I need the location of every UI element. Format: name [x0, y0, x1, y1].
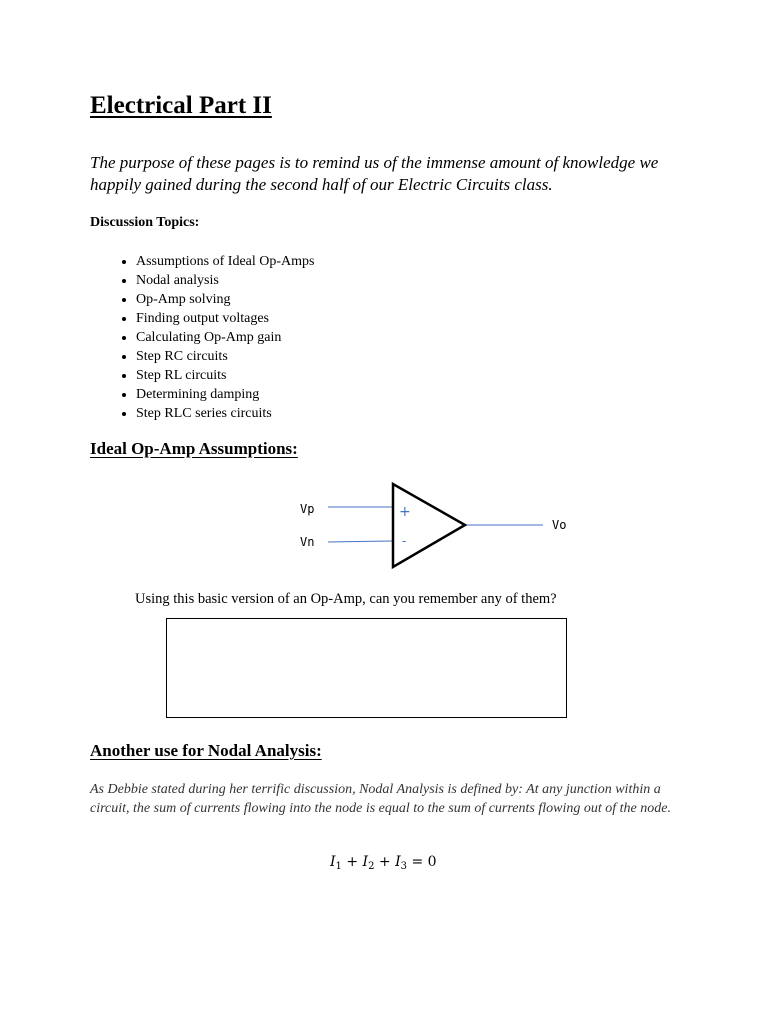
intro-paragraph: The purpose of these pages is to remind us of the immense amount of knowledge we happily gained during the second half of our Electric Circuits class. — [90, 153, 659, 194]
minus-sign: - — [402, 534, 407, 548]
eq-op-2: + — [378, 854, 391, 870]
input-pos-label: Vp — [300, 502, 315, 516]
topic-item: • Assumptions of Ideal Op-Amps — [136, 252, 315, 271]
topic-item: • Op-Amp solving — [136, 290, 315, 309]
page-title: Electrical Part II — [90, 92, 272, 119]
plus-sign: + — [399, 504, 411, 520]
topic-item: • Step RL circuits — [136, 366, 315, 385]
output-label: Vo — [552, 518, 567, 532]
eq-sub-1: 1 — [335, 861, 342, 872]
opamp-caption: Using this basic version of an Op-Amp, can you remember any of them? — [135, 591, 557, 607]
opamp-diagram — [290, 476, 580, 576]
eq-term-3: I — [395, 854, 401, 870]
eq-sub-2: 2 — [368, 861, 375, 872]
input-neg-label: Vn — [300, 535, 315, 549]
input-neg-wire — [328, 541, 393, 542]
answer-box[interactable] — [166, 618, 567, 718]
eq-sub-3: 3 — [400, 861, 407, 872]
eq-term-2: I — [362, 854, 369, 870]
nodal-section-heading: Another use for Nodal Analysis: — [90, 741, 322, 760]
nodal-equation — [330, 854, 437, 872]
nodal-definition-text: As Debbie stated during her terrific discussion, Nodal Analysis is defined by: At any junction within a circuit, the sum of currents flowing into the node is equal to the sum of currents flowing out of the node. — [90, 782, 671, 816]
topic-item: • Nodal analysis — [136, 271, 315, 290]
opamp-section-heading: Ideal Op-Amp Assumptions: — [90, 439, 298, 458]
topic-item: • Step RLC series circuits — [136, 404, 315, 423]
topic-item: • Determining damping — [136, 385, 315, 404]
eq-term-1: I — [330, 854, 336, 870]
eq-op-1: + — [346, 854, 359, 870]
topic-item: • Calculating Op-Amp gain — [136, 328, 315, 347]
eq-rhs: = 0 — [411, 854, 437, 870]
topic-item: • Finding output voltages — [136, 309, 315, 328]
topic-item: • Step RC circuits — [136, 347, 315, 366]
opamp-triangle — [393, 484, 465, 567]
topics-list — [108, 252, 315, 423]
discussion-topics-heading: Discussion Topics: — [90, 215, 200, 230]
